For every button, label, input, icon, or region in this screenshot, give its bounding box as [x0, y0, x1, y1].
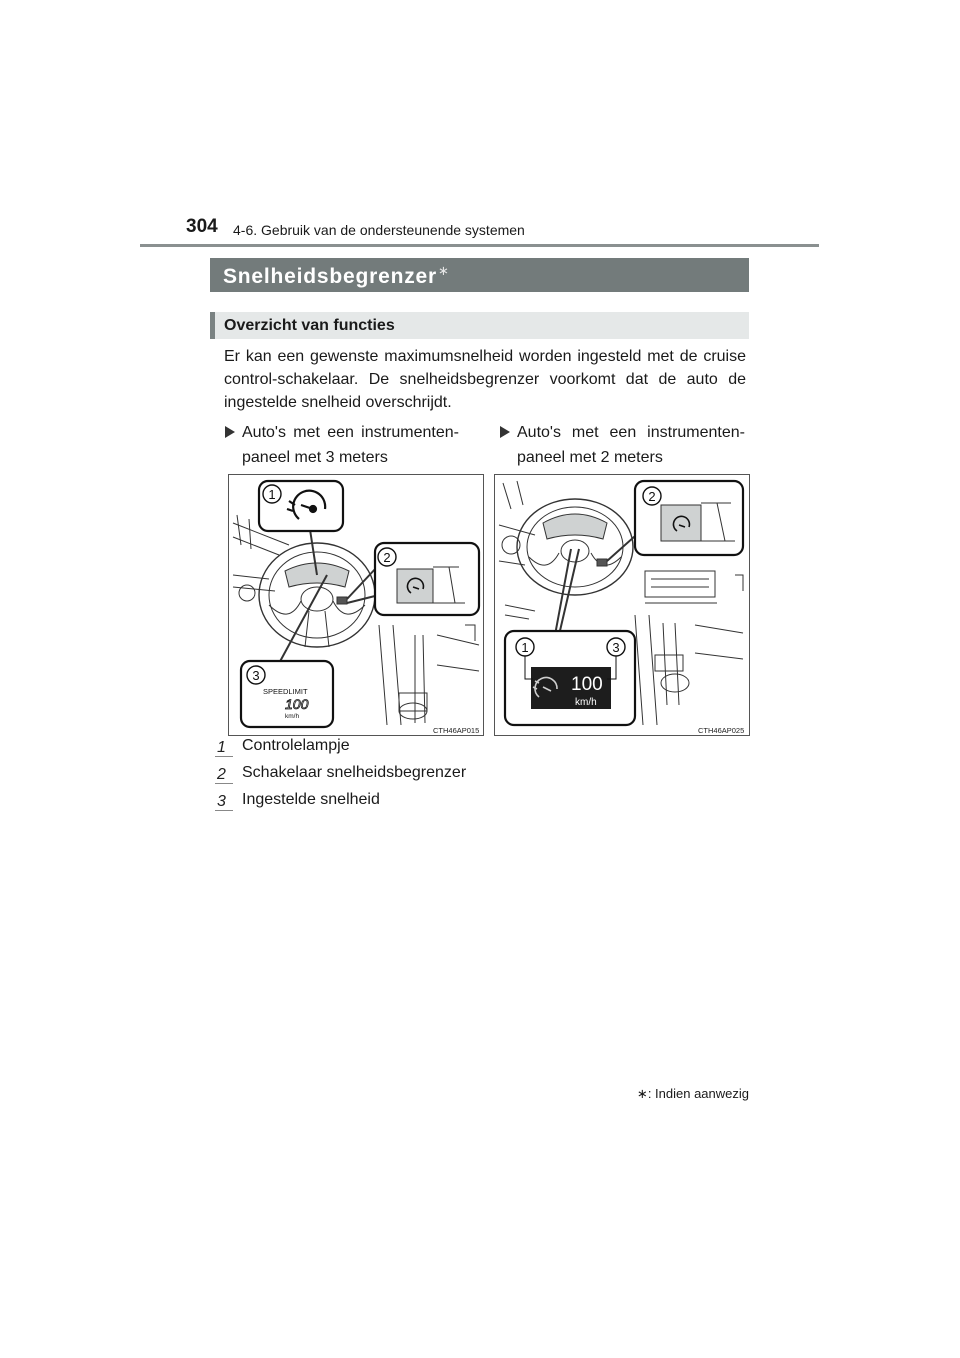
legend-number: 1: [217, 739, 231, 757]
variant-label: Auto's met een instrumenten-paneel met 2 meters: [517, 424, 745, 466]
chapter-heading: 4-6. Gebruik van de ondersteunende systemen: [233, 222, 525, 238]
callout-number: 2: [648, 489, 656, 504]
callout-number: 1: [521, 640, 529, 655]
legend-number: 3: [217, 793, 231, 811]
triangle-bullet-icon: [500, 426, 510, 438]
display-speed-value: 100: [571, 674, 603, 695]
page-number: 304: [186, 216, 218, 237]
legend-text: Controlelampje: [242, 737, 350, 754]
variant-3-meters: [224, 420, 459, 470]
footnote: [637, 1086, 749, 1102]
figure-code: CTH46AP015: [433, 726, 480, 735]
section-title-text: Snelheidsbegrenzer: [223, 265, 437, 288]
figure-2-meters: [494, 474, 750, 736]
figure-code: CTH46AP025: [698, 726, 745, 735]
legend-text: Ingestelde snelheid: [242, 791, 380, 808]
variant-2-meters: [499, 420, 745, 470]
figure-3-meters: [228, 474, 484, 736]
optional-marker: ∗: [437, 263, 450, 278]
footnote-text: : Indien aanwezig: [647, 1086, 749, 1101]
section-title: [223, 263, 450, 289]
display-speed-unit: km/h: [285, 713, 300, 720]
display-speedlimit-label: SPEEDLIMIT: [263, 687, 308, 696]
section-title-bar: [210, 258, 749, 292]
subsection-accent: [210, 312, 215, 339]
legend-number: 2: [217, 766, 231, 784]
display-speed-value: 100: [285, 696, 309, 712]
callout-number: 3: [612, 640, 620, 655]
display-speed-unit: km/h: [575, 697, 597, 708]
variant-label: Auto's met een instrumenten-paneel met 3 meters: [242, 424, 459, 466]
footnote-marker: ∗: [636, 1086, 648, 1101]
subsection-title: Overzicht van functies: [224, 317, 395, 334]
legend-text: Schakelaar snelheidsbegrenzer: [242, 764, 467, 781]
subsection-bar: [210, 312, 749, 339]
callout-number: 3: [252, 668, 260, 683]
callout-number: 1: [268, 487, 276, 502]
dashboard-illustration: [229, 475, 484, 736]
callout-number: 2: [383, 550, 391, 565]
dashboard-illustration: [495, 475, 750, 736]
header-rule: [140, 244, 819, 247]
intro-paragraph: Er kan een gewenste maximumsnelheid worden ingesteld met de cruise control-schakelaar. De snelheidsbegrenzer voorkomt dat de auto de ingestelde snelheid overschrijdt.: [224, 348, 746, 411]
triangle-bullet-icon: [225, 426, 235, 438]
